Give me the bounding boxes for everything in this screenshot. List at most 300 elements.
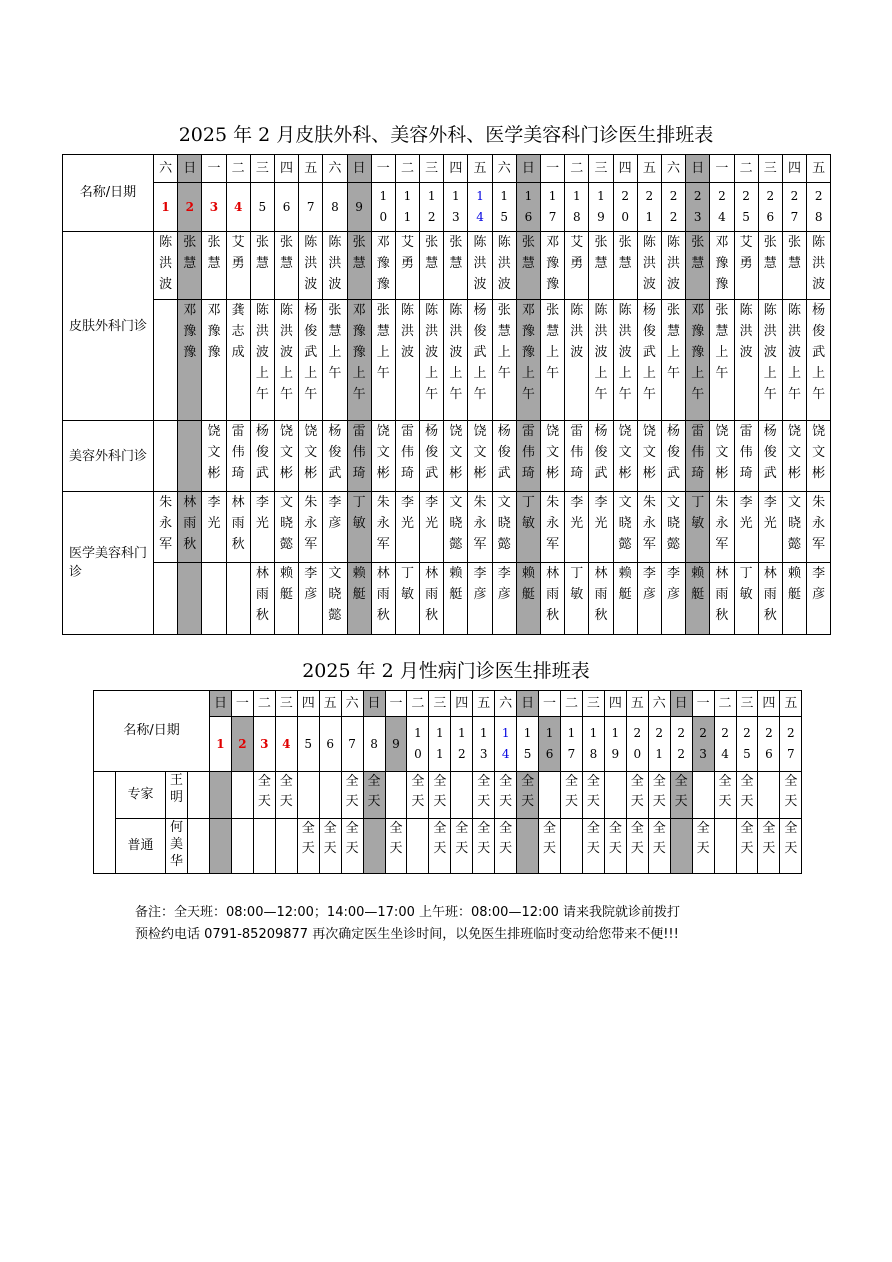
weekday-cell: 六 <box>648 691 670 717</box>
full-day-mark: 全天 <box>630 774 644 809</box>
weekday-cell: 四 <box>758 691 780 717</box>
doctor-name: 张慧 <box>763 235 777 271</box>
doctor-name: 文晓懿 <box>787 495 801 552</box>
doctor-name: 丁敏 <box>521 495 535 531</box>
schedule-cell <box>299 492 323 563</box>
date-cell <box>297 717 319 772</box>
schedule-cell <box>420 492 444 563</box>
full-day-mark: 全天 <box>784 821 798 856</box>
doctor-name: 文晓懿 <box>449 495 463 552</box>
schedule-cell <box>347 232 371 300</box>
doctor-name: 李彦 <box>473 566 487 602</box>
weekday-cell: 一 <box>539 691 561 717</box>
doctor-name: 文晓懿 <box>667 495 681 552</box>
schedule-cell <box>710 232 734 300</box>
doctor-name: 李彦 <box>328 495 342 531</box>
schedule-cell <box>807 300 831 421</box>
weekday-cell: 三 <box>758 155 782 183</box>
full-day-mark: 全天 <box>586 821 600 856</box>
schedule-cell <box>589 563 613 635</box>
weekday-cell: 四 <box>604 691 626 717</box>
date-row <box>63 183 831 232</box>
weekday-cell: 日 <box>517 691 539 717</box>
day-cell <box>341 772 363 819</box>
day-cell <box>495 819 517 874</box>
doctor-name: 李彦 <box>667 566 681 602</box>
doctor-name: 文晓懿 <box>328 566 342 623</box>
schedule-cell <box>371 563 395 635</box>
date-number: 10 <box>379 189 388 224</box>
date-number: 1 <box>216 737 225 751</box>
day-cell <box>473 772 495 819</box>
schedule-cell <box>202 232 226 300</box>
doctor-name: 林雨秋 <box>425 566 439 623</box>
full-day-mark: 全天 <box>674 774 688 809</box>
note-line-2: 预检约电话 0791-85209877 再次确定医生坐诊时间，以免医生排班临时变动给您带来不便!!! <box>135 927 679 942</box>
doctor-name: 饶文彬 <box>473 424 487 481</box>
date-cell <box>347 183 371 232</box>
schedule-cell <box>347 421 371 492</box>
weekday-cell: 三 <box>582 691 604 717</box>
doctor-name: 李彦 <box>642 566 656 602</box>
doctor-name: 杨俊武 <box>328 424 342 481</box>
doctor-name: 李光 <box>594 495 608 531</box>
doctor-name: 杨俊武上午 <box>304 303 318 402</box>
date-number: 14 <box>501 726 510 761</box>
section-label: 皮肤外科门诊 <box>63 232 154 421</box>
day-cell <box>604 772 626 819</box>
schedule-cell <box>420 421 444 492</box>
weekday-cell: 六 <box>154 155 178 183</box>
date-number: 27 <box>790 189 799 224</box>
date-number: 11 <box>436 726 444 761</box>
doctor-name: 邓豫豫上午 <box>691 303 705 402</box>
full-day-mark: 全天 <box>477 774 491 809</box>
schedule-cell <box>371 421 395 492</box>
doctor-name: 张慧 <box>787 235 801 271</box>
day-cell <box>561 819 583 874</box>
full-day-mark: 全天 <box>477 821 491 856</box>
schedule-cell <box>371 492 395 563</box>
date-cell <box>274 183 298 232</box>
date-cell <box>714 717 736 772</box>
schedule-row <box>63 492 831 563</box>
doctor-name: 雷伟琦 <box>570 424 584 481</box>
doctor-name: 张慧上午 <box>328 303 342 381</box>
doctor-name: 文晓懿 <box>618 495 632 552</box>
schedule-cell <box>178 300 202 421</box>
day-cell <box>407 772 429 819</box>
date-cell <box>154 183 178 232</box>
date-number: 7 <box>348 737 356 751</box>
full-day-mark: 全天 <box>411 774 425 809</box>
date-cell <box>637 183 661 232</box>
schedule-cell <box>250 300 274 421</box>
schedule-cell <box>323 421 347 492</box>
schedule-cell <box>250 492 274 563</box>
date-number: 26 <box>765 726 773 761</box>
schedule-cell <box>395 563 419 635</box>
section-label: 医学美容科门诊 <box>63 492 154 635</box>
std-schedule-row <box>94 772 802 819</box>
schedule-cell <box>807 421 831 492</box>
weekday-cell: 日 <box>347 155 371 183</box>
doctor-name: 李彦 <box>812 566 826 602</box>
date-cell <box>661 183 685 232</box>
day-cell <box>604 819 626 874</box>
date-cell <box>807 183 831 232</box>
full-day-mark: 全天 <box>718 774 732 809</box>
date-number: 3 <box>260 737 269 751</box>
schedule-cell <box>154 232 178 300</box>
schedule-cell <box>686 492 710 563</box>
day-cell <box>363 772 385 819</box>
weekday-cell: 五 <box>637 155 661 183</box>
doctor-name: 杨俊武 <box>594 424 608 481</box>
doctor-name: 丁敏 <box>400 566 414 602</box>
date-cell <box>710 183 734 232</box>
doctor-type: 专家 <box>116 772 166 819</box>
schedule-cell <box>274 232 298 300</box>
doctor-name: 陈洪波 <box>328 235 342 292</box>
schedule-cell <box>589 492 613 563</box>
doctor-name: 赖艇 <box>787 566 801 602</box>
std-schedule-row <box>94 819 802 874</box>
schedule-row <box>63 300 831 421</box>
schedule-cell <box>710 492 734 563</box>
schedule-cell <box>395 232 419 300</box>
weekday-cell: 日 <box>363 691 385 717</box>
schedule-cell <box>565 232 589 300</box>
date-number: 7 <box>306 200 315 214</box>
day-cell <box>648 819 670 874</box>
weekday-cell: 四 <box>782 155 806 183</box>
schedule-cell <box>154 492 178 563</box>
full-day-mark: 全天 <box>499 774 513 809</box>
schedule-cell <box>202 300 226 421</box>
full-day-mark: 全天 <box>740 774 754 809</box>
schedule-cell <box>468 300 492 421</box>
date-number: 20 <box>633 726 642 761</box>
date-cell <box>468 183 492 232</box>
weekday-cell: 一 <box>231 691 253 717</box>
schedule-cell <box>734 300 758 421</box>
doctor-name: 丁敏 <box>691 495 705 531</box>
date-number: 18 <box>572 189 581 224</box>
date-number: 23 <box>693 189 702 224</box>
date-cell <box>275 717 297 772</box>
schedule-cell <box>347 563 371 635</box>
day-cell <box>736 819 758 874</box>
doctor-name: 陈洪波 <box>667 235 681 292</box>
date-number: 5 <box>258 200 267 214</box>
date-cell <box>473 717 495 772</box>
schedule-cell <box>444 232 468 300</box>
date-cell <box>323 183 347 232</box>
full-day-mark: 全天 <box>564 774 578 809</box>
weekday-cell: 三 <box>275 691 297 717</box>
schedule-cell <box>420 300 444 421</box>
doctor-name: 赖艇 <box>280 566 294 602</box>
doctor-name: 陈洪波上午 <box>618 303 632 402</box>
doctor-name: 林雨秋 <box>183 495 197 552</box>
day-cell <box>539 819 561 874</box>
date-number: 16 <box>545 726 554 761</box>
doctor-name: 李彦 <box>304 566 318 602</box>
schedule-cell <box>589 300 613 421</box>
doctor-name: 张慧 <box>255 235 269 271</box>
doctor-name: 雷伟琦 <box>400 424 414 481</box>
schedule-cell <box>758 232 782 300</box>
day-cell <box>582 772 604 819</box>
date-cell <box>613 183 637 232</box>
schedule-cell <box>807 563 831 635</box>
schedule-cell <box>589 232 613 300</box>
date-number: 11 <box>403 189 412 224</box>
date-cell <box>341 717 363 772</box>
date-cell <box>210 717 232 772</box>
schedule-cell <box>299 421 323 492</box>
schedule-cell <box>661 492 685 563</box>
weekday-cell: 一 <box>541 155 565 183</box>
weekday-cell: 二 <box>253 691 275 717</box>
date-number: 21 <box>655 726 664 761</box>
day-cell <box>275 772 297 819</box>
doctor-name: 林雨秋 <box>546 566 560 623</box>
doctor-name: 赖艇 <box>449 566 463 602</box>
day-cell <box>670 819 692 874</box>
doctor-name: 邓豫豫 <box>207 303 221 360</box>
day-cell <box>253 819 275 874</box>
date-cell <box>226 183 250 232</box>
schedule-cell <box>178 232 202 300</box>
doctor-name: 饶文彬 <box>376 424 390 481</box>
schedule-cell <box>541 300 565 421</box>
day-cell <box>319 772 341 819</box>
date-number: 10 <box>414 726 422 761</box>
doctor-name: 朱永军 <box>159 495 173 552</box>
note-line-1: 备注：全天班：08:00—12:00；14:00—17:00 上午班：08:00—12:00 请来我院就诊前拨打 <box>135 905 681 920</box>
doctor-cell <box>166 772 188 819</box>
day-cell <box>495 772 517 819</box>
doctor-name: 丁敏 <box>570 566 584 602</box>
schedule-cell <box>782 232 806 300</box>
weekday-cell: 一 <box>692 691 714 717</box>
doctor-name: 张慧 <box>207 235 221 271</box>
schedule-cell <box>226 232 250 300</box>
full-day-mark: 全天 <box>389 821 403 856</box>
date-number: 25 <box>742 189 750 224</box>
date-number: 9 <box>392 737 400 751</box>
date-number: 6 <box>326 737 334 751</box>
day-cell <box>188 772 210 819</box>
doctor-name: 李光 <box>425 495 439 531</box>
schedule-cell <box>516 300 540 421</box>
doctor-name: 雷伟琦 <box>691 424 705 481</box>
weekday-cell: 三 <box>420 155 444 183</box>
schedule-cell <box>154 563 178 635</box>
schedule-cell <box>613 300 637 421</box>
doctor-name: 饶文彬 <box>787 424 801 481</box>
doctor-name: 杨俊武 <box>255 424 269 481</box>
day-cell <box>714 772 736 819</box>
doctor-name: 饶文彬 <box>449 424 463 481</box>
date-cell <box>670 717 692 772</box>
doctor-name: 张慧 <box>594 235 608 271</box>
doctor-name: 陈洪波上午 <box>449 303 463 402</box>
date-cell <box>451 717 473 772</box>
date-cell <box>589 183 613 232</box>
schedule-cell <box>565 300 589 421</box>
schedule-cell <box>468 421 492 492</box>
date-number: 19 <box>597 189 605 224</box>
day-cell <box>385 819 407 874</box>
schedule-cell <box>202 492 226 563</box>
date-cell <box>736 717 758 772</box>
day-cell <box>231 772 253 819</box>
doctor-name: 张慧 <box>521 235 535 271</box>
weekday-cell: 五 <box>807 155 831 183</box>
doctor-name: 赖艇 <box>352 566 366 602</box>
date-cell <box>565 183 589 232</box>
day-cell <box>363 819 385 874</box>
schedule-cell <box>613 421 637 492</box>
schedule-cell <box>613 563 637 635</box>
schedule-cell <box>565 421 589 492</box>
doctor-name: 饶文彬 <box>280 424 294 481</box>
schedule-cell <box>274 421 298 492</box>
schedule-cell <box>250 421 274 492</box>
schedule-cell <box>492 300 516 421</box>
date-cell <box>734 183 758 232</box>
header-label: 名称/日期 <box>63 155 154 232</box>
day-cell <box>561 772 583 819</box>
schedule-cell <box>492 563 516 635</box>
date-cell <box>516 183 540 232</box>
date-number: 6 <box>282 200 291 214</box>
schedule-cell <box>782 300 806 421</box>
date-cell <box>231 717 253 772</box>
weekday-cell: 四 <box>444 155 468 183</box>
date-number: 24 <box>718 189 726 224</box>
date-number: 9 <box>355 200 363 214</box>
full-day-mark: 全天 <box>433 821 447 856</box>
schedule-cell <box>371 300 395 421</box>
doctor-name: 张慧上午 <box>667 303 681 381</box>
date-number: 21 <box>645 189 654 224</box>
day-cell <box>429 772 451 819</box>
date-cell <box>780 717 802 772</box>
date-cell <box>541 183 565 232</box>
full-day-mark: 全天 <box>784 774 798 809</box>
schedule-cell <box>541 563 565 635</box>
doctor-name: 艾勇 <box>231 235 245 271</box>
doctor-name: 陈洪波 <box>304 235 318 292</box>
date-cell <box>517 717 539 772</box>
date-cell <box>420 183 444 232</box>
day-cell <box>736 772 758 819</box>
weekday-cell: 四 <box>297 691 319 717</box>
full-day-mark: 全天 <box>301 821 315 856</box>
date-cell <box>539 717 561 772</box>
schedule-cell <box>468 563 492 635</box>
schedule-cell <box>395 300 419 421</box>
full-day-mark: 全天 <box>740 821 754 856</box>
weekday-cell: 二 <box>395 155 419 183</box>
schedule-cell <box>686 300 710 421</box>
date-cell <box>429 717 451 772</box>
doctor-name: 林雨秋 <box>376 566 390 623</box>
doctor-name: 雷伟琦 <box>352 424 366 481</box>
day-cell <box>407 819 429 874</box>
schedule-cell <box>734 421 758 492</box>
doctor-cell <box>166 819 188 874</box>
doctor-name: 朱永军 <box>715 495 729 552</box>
full-day-mark: 全天 <box>279 774 293 809</box>
date-cell <box>202 183 226 232</box>
schedule-cell <box>758 492 782 563</box>
schedule-cell <box>613 232 637 300</box>
schedule-cell <box>516 492 540 563</box>
schedule-cell <box>492 421 516 492</box>
day-cell <box>275 819 297 874</box>
doctor-name: 丁敏 <box>352 495 366 531</box>
day-cell <box>473 819 495 874</box>
weekday-cell: 一 <box>371 155 395 183</box>
day-cell <box>517 772 539 819</box>
schedule-cell <box>492 492 516 563</box>
date-cell <box>686 183 710 232</box>
schedule-cell <box>565 492 589 563</box>
date-cell <box>758 717 780 772</box>
weekday-cell: 二 <box>565 155 589 183</box>
doctor-name: 艾勇 <box>400 235 414 271</box>
full-day-mark: 全天 <box>543 821 557 856</box>
schedule-cell <box>782 421 806 492</box>
schedule-cell <box>734 232 758 300</box>
schedule-cell <box>347 492 371 563</box>
doctor-name: 朱永军 <box>473 495 487 552</box>
doctor-name: 张慧 <box>449 235 463 271</box>
date-cell <box>758 183 782 232</box>
schedule-cell <box>565 563 589 635</box>
schedule-cell <box>178 492 202 563</box>
day-cell <box>780 772 802 819</box>
date-number: 8 <box>331 200 339 214</box>
schedule-cell <box>807 232 831 300</box>
weekday-cell: 二 <box>561 691 583 717</box>
weekday-cell: 一 <box>202 155 226 183</box>
full-day-mark: 全天 <box>455 821 469 856</box>
date-cell <box>319 717 341 772</box>
doctor-name: 李光 <box>570 495 584 531</box>
day-cell <box>582 819 604 874</box>
day-cell <box>692 819 714 874</box>
weekday-cell: 六 <box>323 155 347 183</box>
doctor-name: 张慧 <box>352 235 366 271</box>
schedule-cell <box>226 492 250 563</box>
doctor-name: 陈洪波上午 <box>594 303 608 402</box>
schedule-cell <box>154 300 178 421</box>
doctor-name: 赖艇 <box>618 566 632 602</box>
weekday-cell: 三 <box>736 691 758 717</box>
schedule-row <box>63 232 831 300</box>
weekday-cell: 四 <box>451 691 473 717</box>
schedule-cell <box>444 421 468 492</box>
doctor-name: 雷伟琦 <box>521 424 535 481</box>
day-cell <box>780 819 802 874</box>
day-cell <box>385 772 407 819</box>
